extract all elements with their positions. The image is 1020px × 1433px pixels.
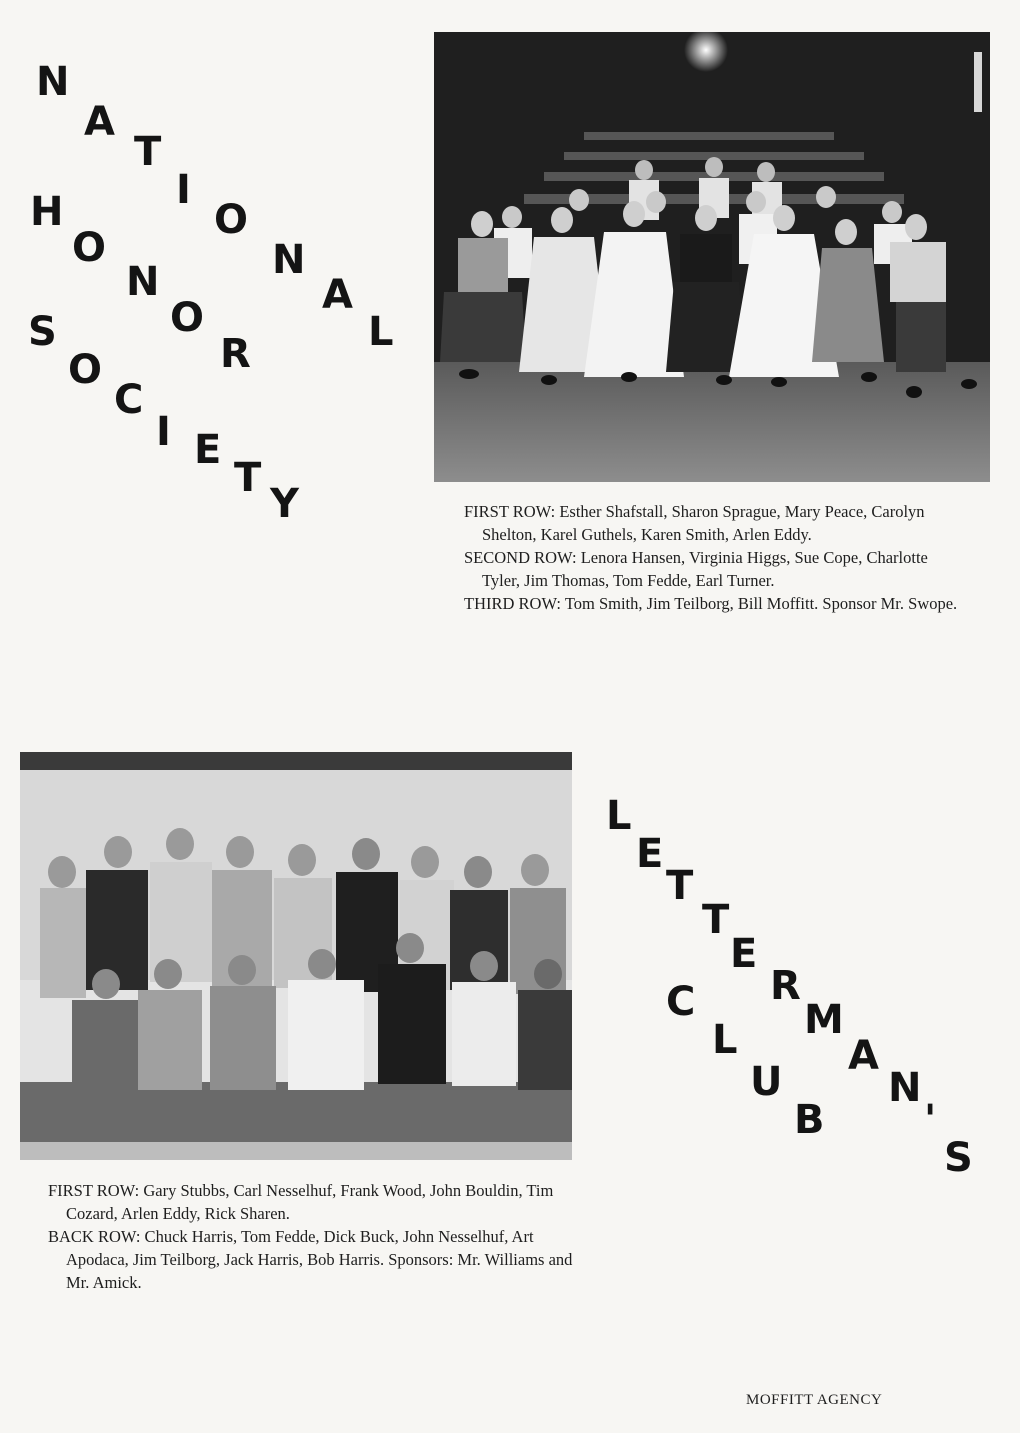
nhs-title-letter: O (68, 347, 103, 393)
lettermen-title-letter: L (606, 793, 632, 839)
lettermen-title-letter: N (888, 1065, 922, 1111)
nhs-title-letter: N (272, 237, 306, 283)
nhs-title-letter: H (30, 189, 64, 235)
lettermen-title-letter: S (944, 1135, 973, 1181)
nhs-caption (464, 500, 964, 615)
nhs-title-letter: O (214, 197, 249, 243)
nhs-title-letter: R (220, 331, 251, 377)
nhs-title-letter: A (84, 99, 115, 145)
lettermen-title-letter: C (666, 979, 696, 1025)
lettermen-title-letter: A (848, 1033, 879, 1079)
nhs-title-letter: A (322, 272, 353, 318)
nhs-group-photo (434, 32, 990, 482)
lettermen-title-letter: B (794, 1097, 825, 1143)
nhs-title-letter: L (368, 309, 394, 355)
lettermen-title-letter: T (666, 863, 694, 909)
nhs-title-letter: O (72, 225, 107, 271)
agency-credit: MOFFITT AGENCY (746, 1392, 883, 1408)
nhs-title-letter: T (134, 129, 162, 175)
nhs-title-letter: Y (270, 481, 299, 527)
nhs-title-letter: S (28, 309, 57, 355)
lettermen-title-letter: R (770, 963, 801, 1009)
nhs-title-letter: E (194, 427, 222, 473)
lettermen-title-letter: U (750, 1059, 783, 1105)
lettermen-caption-back-row: BACK ROW: Chuck Harris, Tom Fedde, Dick Buck, John Nesselhuf, Art Apodaca, Jim Teilborg, Jack Harris, Bob Harris. Sponsors: Mr. Williams and Mr. Amick. (48, 1227, 573, 1292)
nhs-title-letter: O (170, 295, 205, 341)
nhs-caption-second-row: SECOND ROW: Lenora Hansen, Virginia Higgs, Sue Cope, Charlotte Tyler, Jim Thomas, Tom Fedde, Earl Turner. (464, 548, 928, 590)
nhs-caption-third-row: THIRD ROW: Tom Smith, Jim Teilborg, Bill Moffitt. Sponsor Mr. Swope. (464, 594, 958, 613)
nhs-title-letter: I (156, 409, 171, 455)
nhs-title-letter: T (234, 455, 262, 501)
lettermen-group-photo (20, 752, 572, 1160)
nhs-title-letter: N (36, 59, 70, 105)
lettermen-title-letter: T (702, 897, 730, 943)
lettermen-title-letter: E (636, 831, 664, 877)
lettermen-title-letter: ' (924, 1097, 937, 1143)
lettermen-title-letter: L (712, 1017, 738, 1063)
nhs-caption-first-row: FIRST ROW: Esther Shafstall, Sharon Sprague, Mary Peace, Carolyn Shelton, Karel Guthels, Karen Smith, Arlen Eddy. (464, 502, 925, 544)
nhs-title-letter: N (126, 259, 160, 305)
lettermen-caption-first-row: FIRST ROW: Gary Stubbs, Carl Nesselhuf, Frank Wood, John Bouldin, Tim Cozard, Arlen Eddy, Rick Sharen. (48, 1181, 554, 1223)
nhs-title-letter: C (114, 377, 144, 423)
nhs-title-letter: I (176, 167, 191, 213)
lettermen-caption (48, 1179, 578, 1294)
lettermen-title-letter: E (730, 931, 758, 977)
lettermen-title-letter: M (804, 997, 844, 1043)
